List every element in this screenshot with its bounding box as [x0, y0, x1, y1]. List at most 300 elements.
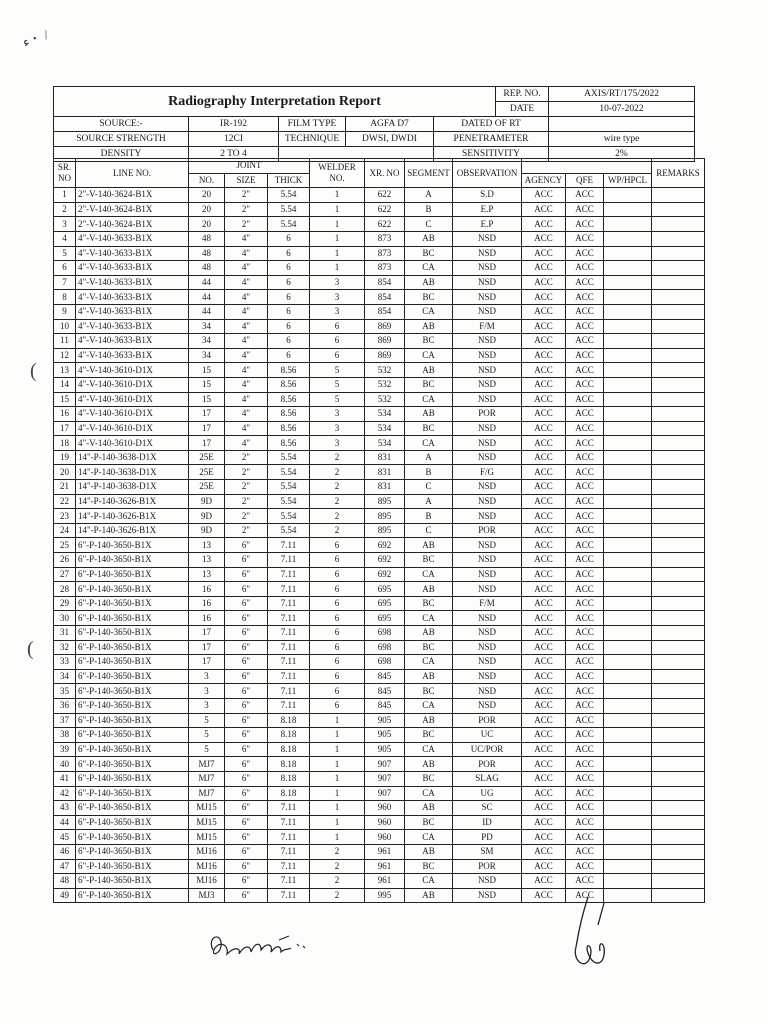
table-row [54, 742, 705, 757]
cell-joint-no: 34 [189, 319, 225, 334]
cell-joint-size: 2" [225, 494, 268, 509]
cell-welder-no: 2 [310, 494, 365, 509]
cell-sr-no: 17 [54, 421, 76, 436]
cell-wp-hpcl [604, 553, 652, 568]
cell-joint-no: 15 [189, 377, 225, 392]
cell-line-no: 4"-V-140-3633-B1X [76, 231, 189, 246]
source-strength-label: SOURCE STRENGTH [54, 132, 189, 147]
cell-welder-no: 6 [310, 596, 365, 611]
cell-welder-no: 6 [310, 553, 365, 568]
cell-welder-no: 3 [310, 436, 365, 451]
cell-remarks [652, 480, 705, 495]
cell-line-no: 14"-P-140-3626-B1X [76, 523, 189, 538]
cell-segment: B [405, 465, 453, 480]
cell-observation: NSD [453, 567, 522, 582]
cell-joint-size: 4" [225, 246, 268, 261]
cell-qfe: ACC [566, 757, 604, 772]
cell-sr-no: 32 [54, 640, 76, 655]
cell-joint-thick: 6 [268, 275, 310, 290]
table-row [54, 231, 705, 246]
cell-wp-hpcl [604, 304, 652, 319]
cell-segment: CA [405, 436, 453, 451]
cell-joint-size: 4" [225, 436, 268, 451]
col-agency: AGENCY [522, 173, 566, 188]
cell-line-no: 4"-V-140-3610-D1X [76, 421, 189, 436]
cell-segment: CA [405, 392, 453, 407]
cell-qfe: ACC [566, 830, 604, 845]
cell-xr-no: 534 [365, 436, 405, 451]
cell-remarks [652, 626, 705, 641]
cell-remarks [652, 596, 705, 611]
cell-sr-no: 29 [54, 596, 76, 611]
cell-welder-no: 5 [310, 363, 365, 378]
cell-observation: ID [453, 815, 522, 830]
cell-agency: ACC [522, 815, 566, 830]
cell-remarks [652, 319, 705, 334]
cell-welder-no: 2 [310, 888, 365, 903]
cell-agency: ACC [522, 465, 566, 480]
cell-remarks [652, 582, 705, 597]
cell-xr-no: 869 [365, 348, 405, 363]
cell-xr-no: 532 [365, 392, 405, 407]
cell-joint-thick: 7.11 [268, 698, 310, 713]
dated-of-rt-label: DATED OF RT [434, 117, 549, 132]
cell-agency: ACC [522, 684, 566, 699]
cell-joint-size: 6" [225, 611, 268, 626]
table-row [54, 450, 705, 465]
cell-joint-size: 6" [225, 582, 268, 597]
cell-segment: BC [405, 246, 453, 261]
cell-wp-hpcl [604, 246, 652, 261]
cell-joint-no: 5 [189, 713, 225, 728]
cell-xr-no: 907 [365, 786, 405, 801]
table-row [54, 261, 705, 276]
cell-joint-thick: 7.11 [268, 801, 310, 816]
rep-no-value: AXIS/RT/175/2022 [549, 87, 695, 102]
cell-joint-thick: 8.56 [268, 421, 310, 436]
cell-sr-no: 28 [54, 582, 76, 597]
cell-agency: ACC [522, 436, 566, 451]
cell-remarks [652, 494, 705, 509]
cell-remarks [652, 888, 705, 903]
cell-welder-no: 1 [310, 246, 365, 261]
cell-sr-no: 12 [54, 348, 76, 363]
table-row [54, 202, 705, 217]
cell-wp-hpcl [604, 334, 652, 349]
cell-joint-no: 17 [189, 421, 225, 436]
cell-wp-hpcl [604, 698, 652, 713]
cell-line-no: 4"-V-140-3610-D1X [76, 436, 189, 451]
cell-line-no: 6"-P-140-3650-B1X [76, 698, 189, 713]
cell-agency: ACC [522, 377, 566, 392]
cell-joint-thick: 8.56 [268, 377, 310, 392]
report-title: Radiography Interpretation Report [54, 87, 496, 117]
cell-xr-no: 873 [365, 231, 405, 246]
cell-agency: ACC [522, 874, 566, 889]
table-row [54, 713, 705, 728]
cell-welder-no: 3 [310, 421, 365, 436]
cell-observation: NSD [453, 304, 522, 319]
cell-joint-no: MJ16 [189, 874, 225, 889]
cell-welder-no: 6 [310, 334, 365, 349]
cell-welder-no: 6 [310, 319, 365, 334]
cell-joint-no: 16 [189, 596, 225, 611]
cell-welder-no: 2 [310, 450, 365, 465]
cell-line-no: 6"-P-140-3650-B1X [76, 626, 189, 641]
cell-joint-no: 48 [189, 261, 225, 276]
cell-joint-thick: 5.54 [268, 494, 310, 509]
cell-agency: ACC [522, 801, 566, 816]
table-row [54, 538, 705, 553]
cell-xr-no: 698 [365, 655, 405, 670]
cell-agency: ACC [522, 626, 566, 641]
cell-qfe: ACC [566, 304, 604, 319]
cell-line-no: 6"-P-140-3650-B1X [76, 553, 189, 568]
cell-line-no: 14"-P-140-3626-B1X [76, 509, 189, 524]
cell-line-no: 6"-P-140-3650-B1X [76, 830, 189, 845]
cell-xr-no: 995 [365, 888, 405, 903]
cell-wp-hpcl [604, 640, 652, 655]
cell-joint-size: 2" [225, 509, 268, 524]
cell-observation: NSD [453, 436, 522, 451]
cell-joint-thick: 8.56 [268, 436, 310, 451]
cell-line-no: 4"-V-140-3633-B1X [76, 246, 189, 261]
cell-remarks [652, 786, 705, 801]
cell-joint-no: 17 [189, 436, 225, 451]
col-remarks: REMARKS [652, 159, 705, 188]
cell-segment: A [405, 494, 453, 509]
cell-line-no: 14"-P-140-3638-D1X [76, 480, 189, 495]
cell-agency: ACC [522, 538, 566, 553]
cell-segment: AB [405, 319, 453, 334]
cell-qfe: ACC [566, 188, 604, 203]
cell-remarks [652, 655, 705, 670]
cell-observation: NSD [453, 392, 522, 407]
cell-qfe: ACC [566, 217, 604, 232]
cell-sr-no: 45 [54, 830, 76, 845]
cell-welder-no: 6 [310, 538, 365, 553]
cell-qfe: ACC [566, 319, 604, 334]
cell-qfe: ACC [566, 684, 604, 699]
cell-welder-no: 1 [310, 728, 365, 743]
cell-agency: ACC [522, 523, 566, 538]
cell-xr-no: 873 [365, 246, 405, 261]
cell-xr-no: 907 [365, 757, 405, 772]
cell-xr-no: 622 [365, 217, 405, 232]
cell-qfe: ACC [566, 290, 604, 305]
cell-segment: AB [405, 669, 453, 684]
cell-joint-size: 6" [225, 844, 268, 859]
cell-segment: BC [405, 684, 453, 699]
cell-welder-no: 5 [310, 377, 365, 392]
cell-segment: BC [405, 553, 453, 568]
cell-welder-no: 3 [310, 290, 365, 305]
cell-joint-thick: 6 [268, 261, 310, 276]
cell-xr-no: 692 [365, 567, 405, 582]
cell-observation: F/G [453, 465, 522, 480]
cell-qfe: ACC [566, 494, 604, 509]
cell-joint-thick: 7.11 [268, 874, 310, 889]
table-row [54, 465, 705, 480]
cell-segment: AB [405, 626, 453, 641]
table-row [54, 698, 705, 713]
cell-joint-size: 4" [225, 304, 268, 319]
table-row [54, 436, 705, 451]
cell-line-no: 14"-P-140-3638-D1X [76, 450, 189, 465]
cell-wp-hpcl [604, 217, 652, 232]
cell-wp-hpcl [604, 465, 652, 480]
cell-qfe: ACC [566, 363, 604, 378]
cell-agency: ACC [522, 509, 566, 524]
table-row [54, 757, 705, 772]
cell-observation: NSD [453, 334, 522, 349]
cell-joint-no: MJ7 [189, 757, 225, 772]
cell-line-no: 6"-P-140-3650-B1X [76, 844, 189, 859]
cell-remarks [652, 801, 705, 816]
cell-sr-no: 30 [54, 611, 76, 626]
penetrameter-label: PENETRAMETER [434, 132, 549, 147]
table-row [54, 275, 705, 290]
cell-segment: AB [405, 801, 453, 816]
cell-segment: BC [405, 815, 453, 830]
table-row [54, 407, 705, 422]
technique-value: DWSI, DWDI [346, 132, 434, 147]
cell-joint-thick: 6 [268, 348, 310, 363]
cell-remarks [652, 334, 705, 349]
cell-welder-no: 6 [310, 669, 365, 684]
cell-joint-size: 6" [225, 757, 268, 772]
table-row [54, 801, 705, 816]
cell-wp-hpcl [604, 874, 652, 889]
cell-joint-no: 17 [189, 655, 225, 670]
cell-joint-size: 4" [225, 407, 268, 422]
cell-remarks [652, 742, 705, 757]
cell-remarks [652, 275, 705, 290]
margin-bracket-mark: ( [30, 360, 37, 382]
cell-joint-no: 3 [189, 669, 225, 684]
table-row [54, 290, 705, 305]
table-row [54, 421, 705, 436]
cell-joint-no: 48 [189, 246, 225, 261]
cell-line-no: 6"-P-140-3650-B1X [76, 655, 189, 670]
cell-joint-no: 17 [189, 626, 225, 641]
cell-qfe: ACC [566, 815, 604, 830]
cell-wp-hpcl [604, 494, 652, 509]
cell-line-no: 6"-P-140-3650-B1X [76, 728, 189, 743]
density-value: 2 TO 4 [189, 147, 279, 162]
cell-segment: C [405, 217, 453, 232]
cell-sr-no: 27 [54, 567, 76, 582]
cell-line-no: 6"-P-140-3650-B1X [76, 742, 189, 757]
cell-xr-no: 534 [365, 421, 405, 436]
cell-segment: BC [405, 334, 453, 349]
cell-wp-hpcl [604, 596, 652, 611]
cell-joint-thick: 7.11 [268, 553, 310, 568]
cell-segment: CA [405, 611, 453, 626]
cell-remarks [652, 231, 705, 246]
cell-observation: NSD [453, 246, 522, 261]
cell-joint-size: 6" [225, 859, 268, 874]
cell-line-no: 6"-P-140-3650-B1X [76, 669, 189, 684]
cell-observation: NSD [453, 655, 522, 670]
cell-line-no: 6"-P-140-3650-B1X [76, 859, 189, 874]
cell-wp-hpcl [604, 757, 652, 772]
cell-sr-no: 13 [54, 363, 76, 378]
cell-segment: AB [405, 363, 453, 378]
cell-remarks [652, 246, 705, 261]
cell-segment: CA [405, 567, 453, 582]
cell-xr-no: 695 [365, 611, 405, 626]
cell-agency: ACC [522, 319, 566, 334]
cell-joint-no: 20 [189, 188, 225, 203]
cell-sr-no: 37 [54, 713, 76, 728]
cell-remarks [652, 304, 705, 319]
cell-observation: POR [453, 523, 522, 538]
cell-qfe: ACC [566, 801, 604, 816]
film-type-value: AGFA D7 [346, 117, 434, 132]
cell-welder-no: 5 [310, 392, 365, 407]
cell-wp-hpcl [604, 742, 652, 757]
cell-joint-no: MJ3 [189, 888, 225, 903]
cell-observation: PD [453, 830, 522, 845]
cell-joint-no: 15 [189, 392, 225, 407]
cell-wp-hpcl [604, 319, 652, 334]
cell-joint-no: 13 [189, 538, 225, 553]
cell-wp-hpcl [604, 450, 652, 465]
cell-segment: CA [405, 830, 453, 845]
cell-agency: ACC [522, 786, 566, 801]
cell-qfe: ACC [566, 713, 604, 728]
cell-remarks [652, 830, 705, 845]
cell-segment: CA [405, 304, 453, 319]
cell-segment: C [405, 480, 453, 495]
cell-segment: AB [405, 538, 453, 553]
cell-joint-thick: 7.11 [268, 640, 310, 655]
cell-sr-no: 21 [54, 480, 76, 495]
cell-wp-hpcl [604, 669, 652, 684]
cell-joint-thick: 5.54 [268, 450, 310, 465]
cell-qfe: ACC [566, 742, 604, 757]
table-row [54, 874, 705, 889]
cell-line-no: 14"-P-140-3638-D1X [76, 465, 189, 480]
cell-sr-no: 49 [54, 888, 76, 903]
cell-joint-no: 25E [189, 465, 225, 480]
cell-joint-no: 48 [189, 231, 225, 246]
cell-joint-size: 4" [225, 377, 268, 392]
cell-wp-hpcl [604, 538, 652, 553]
cell-joint-size: 6" [225, 684, 268, 699]
cell-xr-no: 960 [365, 815, 405, 830]
table-row [54, 334, 705, 349]
cell-joint-thick: 6 [268, 304, 310, 319]
cell-remarks [652, 640, 705, 655]
dated-of-rt-value [549, 117, 695, 132]
cell-line-no: 6"-P-140-3650-B1X [76, 567, 189, 582]
cell-joint-size: 6" [225, 713, 268, 728]
cell-remarks [652, 684, 705, 699]
cell-agency: ACC [522, 363, 566, 378]
cell-joint-thick: 7.11 [268, 611, 310, 626]
cell-sr-no: 9 [54, 304, 76, 319]
cell-agency: ACC [522, 348, 566, 363]
sensitivity-value: 2% [549, 147, 695, 162]
cell-joint-size: 6" [225, 888, 268, 903]
cell-line-no: 6"-P-140-3650-B1X [76, 538, 189, 553]
cell-joint-size: 2" [225, 523, 268, 538]
cell-welder-no: 1 [310, 815, 365, 830]
cell-wp-hpcl [604, 713, 652, 728]
cell-sr-no: 19 [54, 450, 76, 465]
joints-table [53, 158, 705, 903]
cell-joint-size: 2" [225, 465, 268, 480]
cell-qfe: ACC [566, 261, 604, 276]
cell-welder-no: 2 [310, 859, 365, 874]
cell-joint-size: 4" [225, 231, 268, 246]
cell-qfe: ACC [566, 246, 604, 261]
cell-joint-size: 4" [225, 261, 268, 276]
cell-qfe: ACC [566, 450, 604, 465]
cell-observation: NSD [453, 684, 522, 699]
cell-observation: NSD [453, 509, 522, 524]
cell-line-no: 4"-V-140-3633-B1X [76, 334, 189, 349]
cell-sr-no: 3 [54, 217, 76, 232]
cell-remarks [652, 859, 705, 874]
cell-xr-no: 622 [365, 202, 405, 217]
cell-xr-no: 698 [365, 640, 405, 655]
penetrameter-value: wire type [549, 132, 695, 147]
cell-segment: CA [405, 261, 453, 276]
col-welder-no: WELDER NO. [310, 159, 365, 188]
technique-label: TECHNIQUE [279, 132, 346, 147]
cell-welder-no: 1 [310, 188, 365, 203]
cell-observation: NSD [453, 231, 522, 246]
cell-joint-no: MJ15 [189, 830, 225, 845]
cell-agency: ACC [522, 830, 566, 845]
cell-agency: ACC [522, 582, 566, 597]
col-joint-size: SIZE [225, 173, 268, 188]
cell-observation: UC [453, 728, 522, 743]
cell-observation: NSD [453, 874, 522, 889]
cell-wp-hpcl [604, 392, 652, 407]
cell-remarks [652, 202, 705, 217]
cell-agency: ACC [522, 553, 566, 568]
cell-joint-thick: 6 [268, 319, 310, 334]
cell-welder-no: 1 [310, 771, 365, 786]
cell-joint-size: 4" [225, 319, 268, 334]
cell-remarks [652, 538, 705, 553]
cell-xr-no: 895 [365, 509, 405, 524]
cell-joint-no: 20 [189, 202, 225, 217]
cell-xr-no: 869 [365, 334, 405, 349]
cell-remarks [652, 290, 705, 305]
cell-agency: ACC [522, 450, 566, 465]
cell-joint-size: 4" [225, 421, 268, 436]
cell-segment: CA [405, 655, 453, 670]
cell-sr-no: 38 [54, 728, 76, 743]
rep-no-label: REP. NO. [496, 87, 549, 102]
cell-joint-size: 2" [225, 188, 268, 203]
cell-observation: POR [453, 859, 522, 874]
cell-qfe: ACC [566, 626, 604, 641]
cell-qfe: ACC [566, 202, 604, 217]
cell-qfe: ACC [566, 640, 604, 655]
cell-remarks [652, 407, 705, 422]
cell-xr-no: 831 [365, 465, 405, 480]
cell-agency: ACC [522, 669, 566, 684]
cell-qfe: ACC [566, 844, 604, 859]
cell-welder-no: 6 [310, 684, 365, 699]
table-row [54, 509, 705, 524]
